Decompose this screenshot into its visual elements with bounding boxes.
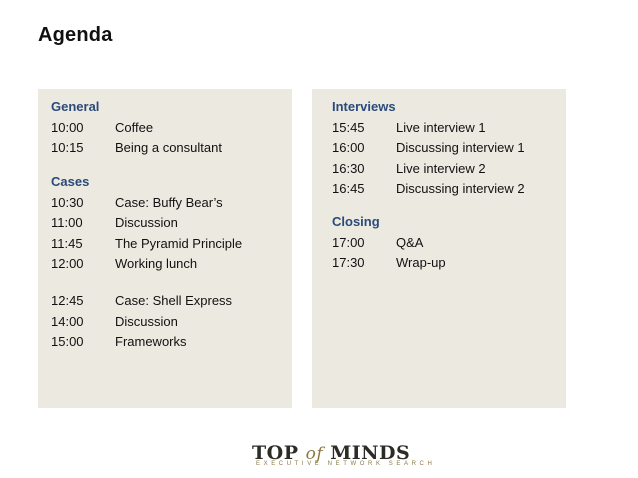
agenda-time: 15:00 (51, 334, 84, 350)
agenda-panel-left (38, 89, 292, 408)
agenda-label: Case: Shell Express (115, 293, 233, 309)
agenda-label: Coffee (115, 120, 154, 135)
agenda-row (332, 118, 566, 138)
section-heading: Cases (51, 173, 90, 189)
agenda-row (51, 118, 292, 138)
agenda-section-closing (332, 213, 566, 274)
agenda-section-interviews (332, 98, 566, 200)
agenda-row (51, 254, 292, 274)
company-logo (252, 442, 436, 471)
agenda-section-general (51, 98, 292, 159)
logo-word-minds: MINDS (330, 442, 411, 464)
agenda-label: Q&A (396, 234, 424, 250)
agenda-label: The Pyramid Principle (115, 235, 243, 251)
agenda-row (51, 312, 292, 332)
agenda-row (51, 193, 292, 213)
agenda-time: 17:30 (332, 254, 365, 270)
agenda-row (51, 138, 292, 158)
agenda-row (332, 233, 566, 253)
agenda-label: Live interview 1 (396, 120, 486, 135)
agenda-time: 16:00 (332, 140, 365, 156)
agenda-label: Discussing interview 1 (396, 140, 525, 156)
agenda-time: 16:45 (332, 181, 365, 197)
agenda-row (51, 291, 292, 311)
agenda-time: 10:15 (51, 140, 84, 156)
section-heading: Closing (332, 213, 380, 229)
agenda-section-afternoon (51, 291, 292, 352)
logo-word-of: of (305, 444, 324, 464)
agenda-row (332, 159, 566, 179)
agenda-label: Frameworks (115, 334, 187, 350)
agenda-label: Case: Buffy Bear’s (115, 194, 223, 210)
agenda-row (332, 138, 566, 158)
agenda-row (332, 179, 566, 199)
agenda-time: 17:00 (332, 234, 365, 250)
agenda-time: 11:00 (51, 215, 83, 231)
agenda-row (51, 332, 292, 352)
agenda-time: 10:00 (51, 120, 84, 135)
agenda-row (332, 253, 566, 273)
section-heading: General (51, 99, 100, 114)
agenda-time: 10:30 (51, 194, 84, 210)
agenda-panel-right (312, 89, 566, 408)
agenda-time: 11:45 (51, 235, 83, 251)
agenda-label: Discussion (115, 313, 178, 329)
agenda-row (51, 234, 292, 254)
section-heading: Interviews (332, 99, 396, 114)
agenda-label: Discussing interview 2 (396, 181, 525, 197)
agenda-time: 12:00 (51, 255, 84, 271)
logo-tagline: EXECUTIVE NETWORK SEARCH (256, 461, 436, 467)
agenda-time: 14:00 (51, 313, 84, 329)
agenda-label: Working lunch (115, 255, 198, 271)
agenda-label: Wrap-up (396, 254, 446, 270)
logo-word-top: TOP (252, 442, 299, 464)
agenda-time: 16:30 (332, 160, 365, 176)
page-title: Agenda (38, 24, 113, 46)
agenda-time: 15:45 (332, 120, 365, 135)
agenda-time: 12:45 (51, 293, 84, 309)
agenda-label: Discussion (115, 215, 178, 231)
agenda-label: Being a consultant (115, 140, 222, 156)
agenda-row (51, 213, 292, 233)
agenda-section-cases (51, 173, 292, 275)
agenda-label: Live interview 2 (396, 160, 486, 176)
